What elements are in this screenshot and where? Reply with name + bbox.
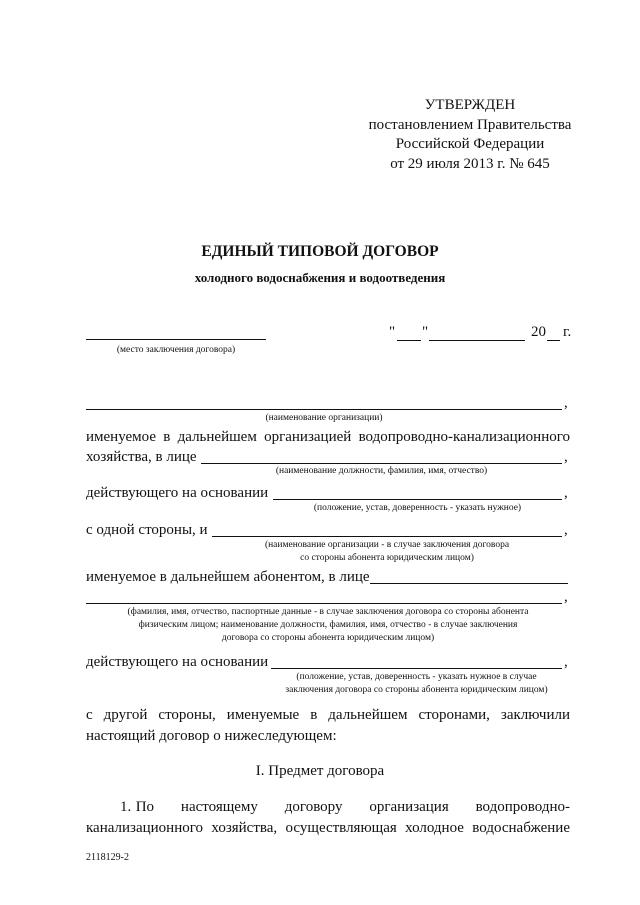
comma: , (564, 485, 568, 501)
clause-1-text-2: канализационного хозяйства, осуществляющая холодное водоснабжение (86, 820, 570, 836)
subscriber-organization-caption-2: со стороны абонента юридическим лицом) (300, 553, 474, 563)
organization-field-line[interactable] (86, 409, 562, 410)
quote-open: " (389, 324, 396, 340)
approval-line: Российской Федерации (395, 136, 545, 152)
document-title: ЕДИНЫЙ ТИПОВОЙ ДОГОВОР (201, 243, 439, 260)
approval-block (340, 96, 600, 174)
document-subtitle: холодного водоснабжения и водоотведения (194, 270, 446, 285)
organization-caption: (наименование организации) (265, 413, 383, 423)
subscriber-basis-text: действующего на основании (86, 654, 269, 670)
clause-1-text: 1. По настоящему договору организация водопроводно- (120, 799, 570, 815)
agreement-text-2: настоящий договор о нижеследующем: (86, 728, 337, 744)
other-party-text: с одной стороны, и (86, 522, 208, 538)
subscriber-basis-caption-2: заключения договора со стороны абонента юридическим лицом) (285, 685, 548, 695)
document-code: 2118129-2 (86, 852, 129, 863)
subscriber-person-caption: (фамилия, имя, отчество, паспортные данные - в случае заключения договора со стороны абонента (127, 607, 529, 617)
representative-field-line[interactable] (201, 463, 562, 464)
party1-text: именуемое в дальнейшем организацией водопроводно-канализационного (86, 429, 570, 445)
representative-caption: (наименование должности, фамилия, имя, отчество) (275, 466, 488, 476)
approval-date: от 29 июля 2013 г. № 645 (390, 155, 550, 172)
year-prefix: 20 (531, 324, 546, 340)
basis-text: действующего на основании (86, 485, 269, 501)
subscriber-basis-field-line[interactable] (271, 668, 562, 669)
comma: , (564, 449, 568, 465)
year-suffix: г. (563, 324, 572, 340)
subscriber-organization-caption: (наименование организации - в случае заключения договора (264, 540, 510, 550)
agreement-text: с другой стороны, именуемые в дальнейшем сторонами, заключили (86, 707, 570, 723)
day-field-line[interactable] (397, 340, 421, 341)
year-field-line[interactable] (547, 340, 560, 341)
subscriber-representative-field-line[interactable] (370, 583, 568, 584)
comma: , (564, 395, 568, 411)
comma: , (564, 589, 568, 605)
subscriber-person-caption-3: договора со стороны абонента юридическим лицом) (221, 633, 435, 643)
party1-text-2: хозяйства, в лице (86, 449, 197, 465)
basis-caption: (положение, устав, доверенность - указать нужное) (313, 503, 522, 513)
place-caption: (место заключения договора) (116, 345, 236, 355)
month-field-line[interactable] (429, 340, 525, 341)
subscriber-text: именуемое в дальнейшем абонентом, в лице (86, 569, 370, 585)
approval-heading: УТВЕРЖДЕН (424, 97, 516, 113)
subscriber-person-field-line[interactable] (86, 603, 562, 604)
subscriber-organization-field-line[interactable] (212, 536, 562, 537)
subscriber-person-caption-2: физическим лицом; наименование должности, фамилия, имя, отчество - в случае заключения (138, 620, 518, 630)
section-heading: I. Предмет договора (255, 763, 385, 779)
approval-line: постановлением Правительства (368, 116, 572, 133)
comma: , (564, 522, 568, 538)
comma: , (564, 654, 568, 670)
place-field-line[interactable] (86, 339, 266, 340)
quote-close: " (422, 324, 429, 340)
subscriber-basis-caption: (положение, устав, доверенность - указать нужное в случае (296, 672, 537, 682)
basis-field-line[interactable] (273, 499, 562, 500)
